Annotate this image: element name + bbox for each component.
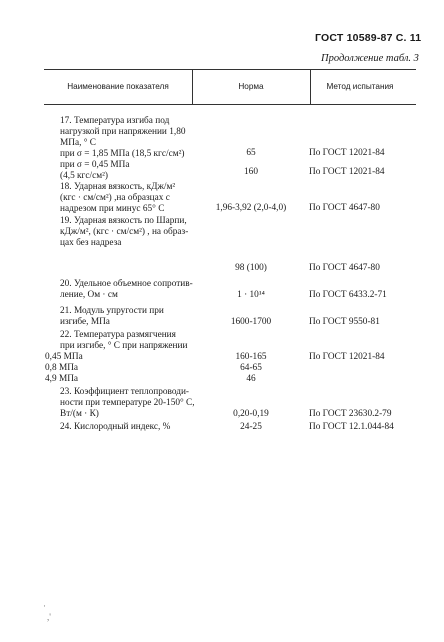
row-21-name-line: изгибе, МПа [60,317,110,327]
row-19-name-line: 19. Ударная вязкость по Шарпи, [60,216,187,226]
row-18-method: По ГОСТ 4647-80 [309,203,380,213]
row-23-name-line: ности при температуре 20-150° С, [60,398,195,408]
row-18-norm: 1,96-3,92 (2,0-4,0) [215,203,287,213]
row-19-name-line: цах без надреза [60,238,122,248]
row-17-name-line: МПа, ° С [60,138,96,148]
column-header-norm: Норма [238,82,264,91]
row-21-method: По ГОСТ 9550-81 [309,317,380,327]
row-21-norm: 1600-1700 [230,317,272,327]
column-divider [192,69,193,105]
row-18-name-line: надрезом при минус 65° С [60,204,165,214]
column-divider [310,69,311,105]
document-reference: ГОСТ 10589-87 С. 11 [315,32,422,44]
row-20-name-line: ление, Ом · см [60,290,118,300]
row-23-norm: 0,20-0,19 [233,409,269,419]
row-24-method: По ГОСТ 12.1.044-84 [309,422,394,432]
scan-mark: · [43,601,46,611]
row-23-method: По ГОСТ 23630.2-79 [309,409,392,419]
row-22-method: По ГОСТ 12021-84 [309,352,385,362]
row-22-norm: 160-165 [235,352,267,362]
row-18-name-line: 18. Ударная вязкость, кДж/м² [60,182,176,192]
row-17-method: По ГОСТ 12021-84 [309,148,385,158]
row-22-name-line: 4,9 МПа [45,374,79,384]
row-20-name-line: 20. Удельное объемное сопротив- [60,279,193,289]
row-24-norm: 24-25 [240,422,262,432]
row-19-name-line: кДж/м², (кгс · см/см²) , на образ- [60,227,189,237]
table-top-rule [44,69,416,70]
row-17-norm: 65 [246,148,256,158]
table-continuation-label: Продолжение табл. 3 [321,53,419,64]
row-24-name-line: 24. Кислородный индекс, % [60,422,171,432]
row-22-norm: 46 [246,374,256,384]
row-17-name-line: нагрузкой при напряжении 1,80 [60,127,186,137]
row-20-norm: 1 · 10¹⁴ [237,290,265,300]
row-17-name-line: (4,5 кгс/см²) [60,171,108,181]
row-22-name-line: 0,45 МПа [45,352,83,362]
table-header-rule [44,104,416,105]
row-19-norm: 98 (100) [235,263,267,273]
row-22-norm: 64-65 [240,363,262,373]
row-17-name-line: при σ = 0,45 МПа [60,160,130,170]
row-23-name-line: Вт/(м · К) [60,409,99,419]
row-17-name-line: 17. Температура изгиба под [60,116,170,126]
row-23-name-line: 23. Коэффициент теплопроводи- [60,387,190,397]
row-22-name-line: при изгибе, ° С при напряжении [60,341,188,351]
row-17-norm: 160 [244,167,258,177]
row-18-name-line: (кгс · см/см²) ,на образцах с [60,193,170,203]
row-22-name-line: 0,8 МПа [45,363,79,373]
column-header-indicator: Наименование показателя [67,82,169,91]
row-21-name-line: 21. Модуль упругости при [60,306,164,316]
column-header-method: Метод испытания [326,82,394,91]
scan-mark: ,' [47,612,51,622]
row-17-name-line: при σ = 1,85 МПа (18,5 кгс/см²) [60,149,185,159]
row-20-method: По ГОСТ 6433.2-71 [309,290,387,300]
row-22-name-line: 22. Температура размягчения [60,330,176,340]
row-17-method: По ГОСТ 12021-84 [309,167,385,177]
row-19-method: По ГОСТ 4647-80 [309,263,380,273]
